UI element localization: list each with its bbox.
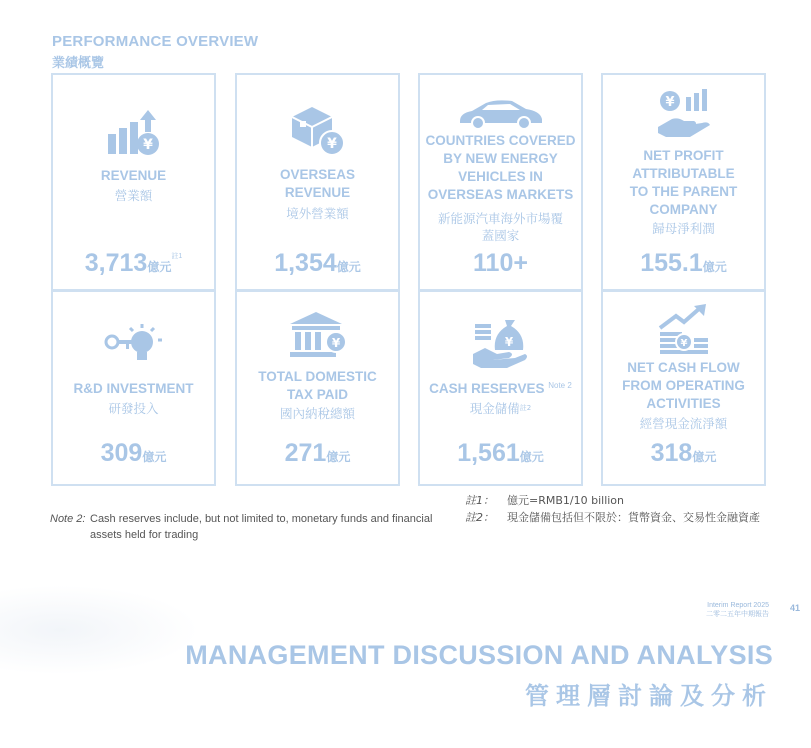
bank-icon xyxy=(286,310,350,360)
tile-value: 309 xyxy=(100,439,143,467)
footnote-key: 註2： xyxy=(465,511,494,524)
tile-unit: 億元 xyxy=(326,450,351,464)
tile-label-en-line: VEHICLES IN xyxy=(458,169,543,184)
tile-value: 3,713 xyxy=(84,249,148,277)
tile-label-en-line: COUNTRIES COVERED xyxy=(425,133,576,148)
svg-text:¥: ¥ xyxy=(331,336,340,350)
tile-label-en-line: REVENUE xyxy=(284,185,351,200)
tile-label-en-line: NET PROFIT xyxy=(643,148,724,163)
svg-text:¥: ¥ xyxy=(680,338,687,349)
cash-flow-growth-icon xyxy=(654,300,714,356)
svg-text:¥: ¥ xyxy=(664,95,675,110)
tile-value: 318 xyxy=(650,439,693,467)
hand-money-icon xyxy=(654,85,714,141)
report-name-zh: 二零二五年中期報告 xyxy=(706,611,769,618)
tile-label-en-line: TOTAL DOMESTIC xyxy=(258,369,377,384)
svg-text:¥: ¥ xyxy=(504,335,513,349)
footnote-text: Cash reserves include, but not limited to, monetary funds and financial assets held for trading xyxy=(90,513,433,541)
tile-value: 1,354 xyxy=(274,249,337,277)
report-name-en: Interim Report 2025 xyxy=(707,602,769,609)
tile-label-en-line: COMPANY xyxy=(649,202,718,217)
tile-label-en-line: TAX PAID xyxy=(286,387,348,402)
tile-label-zh: 研發投入 xyxy=(108,401,159,416)
tile-label-en-line: ACTIVITIES xyxy=(646,396,721,411)
tile-label-en-line: TO THE PARENT xyxy=(629,184,738,199)
tile-net-profit xyxy=(601,73,766,291)
tile-label-en: R&D INVESTMENT xyxy=(73,381,194,396)
tile-value: 271 xyxy=(284,439,327,467)
car-icon xyxy=(456,95,546,131)
tile-countries-covered xyxy=(418,73,583,291)
tile-unit: 億元 xyxy=(702,260,727,274)
tile-unit: 億元 xyxy=(142,450,167,464)
svg-text:¥: ¥ xyxy=(326,136,337,152)
footnote-text: 現金儲備包括但不限於：貨幣資金、交易性金融資產 xyxy=(507,511,760,524)
tile-label-en: CASH RESERVES xyxy=(429,381,545,396)
tile-rnd-investment xyxy=(51,290,216,486)
report-name xyxy=(706,601,769,619)
footnote-text: 億元=RMB1/10 billion xyxy=(507,494,625,507)
tile-unit: 億元 xyxy=(692,450,717,464)
money-bag-icon xyxy=(471,316,531,370)
tile-label-zh: 境外營業額 xyxy=(286,206,349,221)
tile-label-en-line: FROM OPERATING xyxy=(622,378,745,393)
tile-label-en-line: NET CASH FLOW xyxy=(627,360,740,375)
tile-label-en-line: BY NEW ENERGY xyxy=(443,151,558,166)
footnote-key: 註1： xyxy=(465,494,494,507)
tile-label-en-line: OVERSEAS xyxy=(279,167,356,182)
tile-label-zh: 國內納稅總額 xyxy=(279,406,355,421)
tile-total-domestic-tax xyxy=(235,290,400,486)
tile-value: 1,561 xyxy=(457,439,520,467)
watermark-shape xyxy=(0,585,200,675)
tile-unit: 億元 xyxy=(147,260,172,274)
tile-value: 110+ xyxy=(473,249,528,277)
key-bulb-icon xyxy=(102,320,166,366)
tile-revenue xyxy=(51,73,216,291)
tile-note-ref: 註1 xyxy=(171,253,183,260)
footnote-key: Note 2: xyxy=(50,513,86,525)
tile-unit: 億元 xyxy=(519,450,544,464)
tile-value: 155.1 xyxy=(640,249,703,277)
tile-label-zh: 歸母淨利潤 xyxy=(652,221,715,236)
tile-net-cash-flow xyxy=(601,290,766,486)
tile-cash-reserves xyxy=(418,290,583,486)
tile-label-zh: 營業額 xyxy=(114,188,153,203)
section-subtitle: 業績概覽 xyxy=(52,56,105,71)
tile-label-zh: 經營現金流淨額 xyxy=(639,416,728,431)
footnote-en xyxy=(50,511,460,543)
tile-label-zh: 現金儲備 xyxy=(469,401,520,416)
footnote-zh xyxy=(465,492,760,526)
globe-money-icon xyxy=(286,103,350,161)
tile-note-ref: Note 2 xyxy=(548,381,572,390)
tile-label-zh: 新能源汽車海外市場覆蓋國家 xyxy=(437,211,563,243)
tile-label-en: REVENUE xyxy=(100,168,167,183)
section-title: PERFORMANCE OVERVIEW xyxy=(52,33,259,50)
svg-text:¥: ¥ xyxy=(142,137,153,153)
tile-overseas-revenue xyxy=(235,73,400,291)
chapter-title: MANAGEMENT DISCUSSION AND ANALYSIS xyxy=(185,640,773,670)
tile-label-en-line: ATTRIBUTABLE xyxy=(632,166,735,181)
chapter-title-zh: 管理層討論及分析 xyxy=(525,682,773,710)
tile-note-ref-zh: 註2 xyxy=(519,404,532,412)
tile-label-en-line: OVERSEAS MARKETS xyxy=(427,187,574,202)
revenue-chart-icon xyxy=(104,108,164,158)
page-number: 41 xyxy=(789,603,800,613)
tile-unit: 億元 xyxy=(336,260,361,274)
